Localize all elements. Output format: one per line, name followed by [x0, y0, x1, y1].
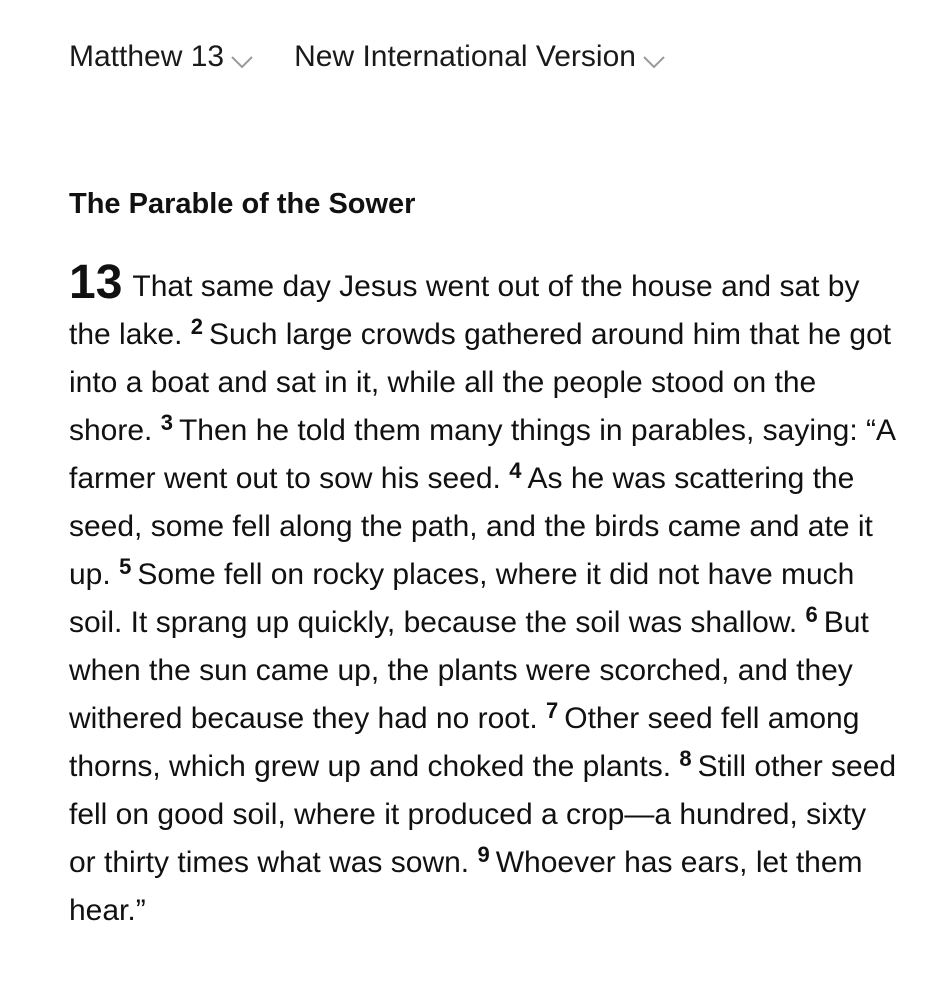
verse-number: 8: [679, 746, 692, 771]
verse-text: Then he told them many things in parables, saying: “A farmer went out to sow his seed.: [69, 414, 895, 495]
verse-text: Some fell on rocky places, where it did not have much soil. It sprang up quickly, because the soil was shallow.: [69, 558, 855, 639]
verse-number: 9: [477, 842, 490, 867]
version-selector[interactable]: [294, 34, 666, 80]
verse-text: Whoever has ears, let them hear.”: [69, 846, 863, 927]
verse-text: Still other seed fell on good soil, where it produced a crop—a hundred, sixty or thirty times what was sown.: [69, 750, 897, 879]
chevron-down-icon: [642, 54, 666, 70]
version-selector-label: New International Version: [294, 40, 636, 73]
verse-number: 4: [509, 458, 522, 483]
verse-number: 7: [546, 698, 559, 723]
verse-text: As he was scattering the seed, some fell along the path, and the birds came and ate it up.: [69, 462, 873, 591]
verse-text: Such large crowds gathered around him that he got into a boat and sat in it, while all the people stood on the shore.: [69, 318, 892, 447]
verse-text: But when the sun came up, the plants were scorched, and they withered because they had no root.: [69, 606, 869, 735]
chapter-selector-label: Matthew 13: [69, 40, 225, 73]
chevron-down-icon: [230, 54, 254, 70]
section-heading: The Parable of the Sower: [69, 188, 416, 220]
verse-number: 2: [190, 314, 204, 339]
verse-text: Other seed fell among thorns, which grew up and choked the plants.: [69, 702, 860, 783]
verse-text: That same day Jesus went out of the house and sat by the lake.: [69, 270, 860, 351]
passage-text: [69, 256, 899, 935]
verse-number: 5: [119, 554, 132, 579]
chapter-selector[interactable]: [69, 34, 254, 80]
chapter-number: 13: [69, 256, 123, 309]
verse-number: 3: [160, 410, 173, 435]
reader-header: [69, 34, 666, 80]
verse-number: 6: [805, 602, 818, 627]
